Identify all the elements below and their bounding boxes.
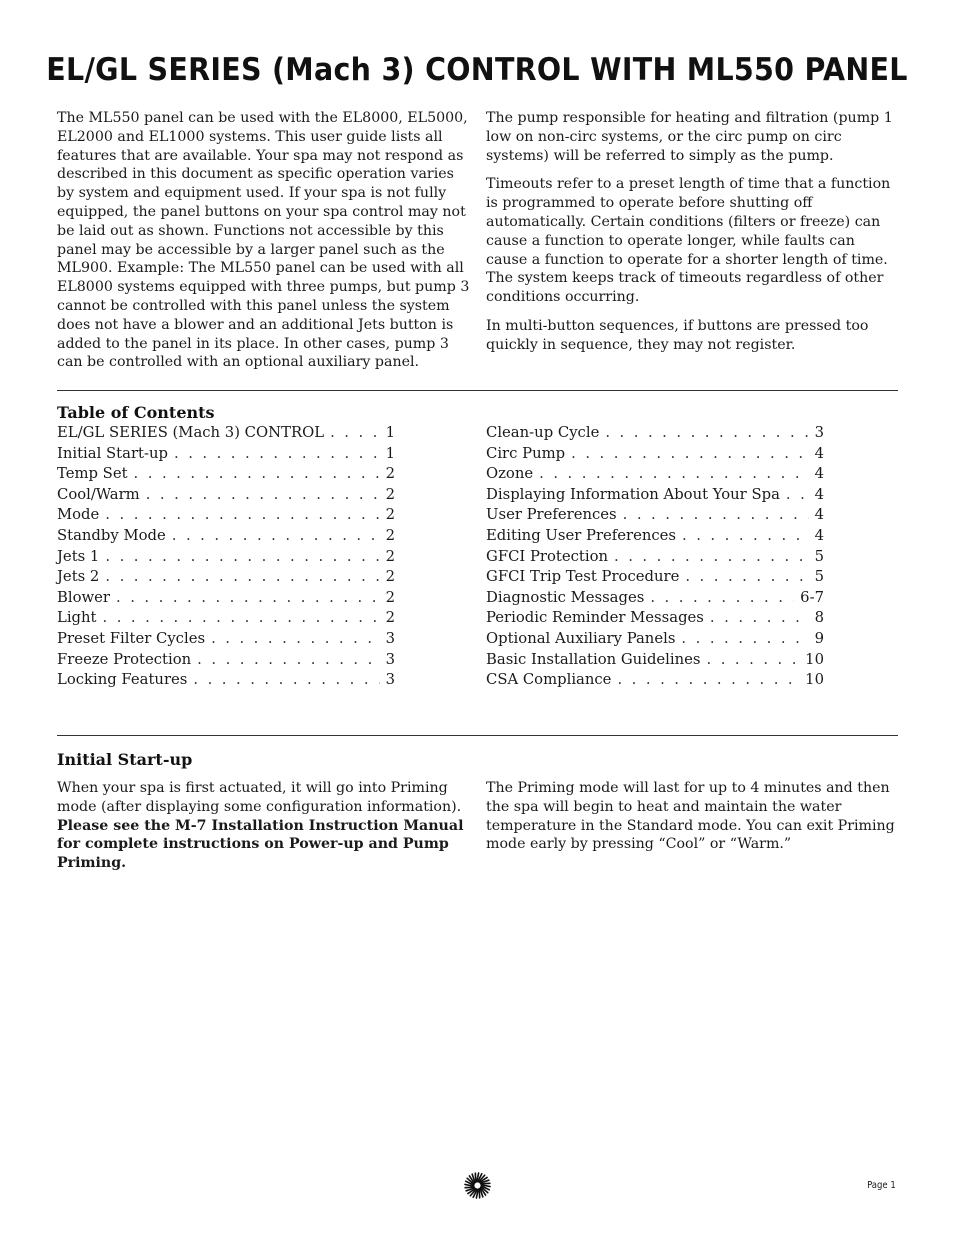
toc-entry-name: GFCI Protection xyxy=(486,547,609,565)
toc-entry[interactable] xyxy=(486,629,824,650)
section-divider xyxy=(57,390,898,391)
toc-leader-dots xyxy=(707,650,800,671)
toc-leader-dots xyxy=(197,650,379,671)
toc-entry-page: 3 xyxy=(385,671,395,689)
toc-leader-dots xyxy=(174,444,380,465)
toc-entry-page: 4 xyxy=(814,485,824,503)
toc-entry[interactable] xyxy=(57,423,395,444)
toc-leader-dots xyxy=(571,444,808,465)
toc-leader-dots xyxy=(682,526,809,547)
starburst-logo-icon xyxy=(464,1172,491,1199)
toc-entry-name: Jets 2 xyxy=(57,568,100,586)
intro-paragraph: The ML550 panel can be used with the EL8000, EL5000, EL2000 and EL1000 systems. This user guide lists all features that are available. Your spa may not respond as described in this document as specific operation varies by system and equipment used. If your spa is not fully equipped, the panel buttons on your spa control may not be laid out as shown. Functions not accessible by this panel may be accessible by a larger panel such as the ML900. Example: The ML550 panel can be used with all EL8000 systems equipped with three pumps, but pump 3 cannot be controlled with this panel unless the system does not have a blower and an additional Jets button is added to the panel in its place. In other cases, pump 3 can be controlled with an optional auxiliary panel. xyxy=(57,110,470,371)
toc-leader-dots xyxy=(617,670,799,691)
toc-leader-dots xyxy=(685,567,808,588)
toc-entry-name: Preset Filter Cycles xyxy=(57,629,206,647)
toc-entry[interactable] xyxy=(486,650,824,671)
toc-leader-dots xyxy=(116,588,380,609)
toc-leader-dots xyxy=(330,423,380,444)
toc-entry-page: 3 xyxy=(385,650,395,668)
toc-entry[interactable] xyxy=(57,526,395,547)
toc-entry-name: Temp Set xyxy=(57,465,128,483)
section-divider xyxy=(57,735,898,736)
toc-leader-dots xyxy=(146,485,380,506)
toc-entry[interactable] xyxy=(57,650,395,671)
toc-entry-name: Mode xyxy=(57,506,100,524)
toc-entry-name: Locking Features xyxy=(57,671,188,689)
toc-entry[interactable] xyxy=(486,444,824,465)
toc-leader-dots xyxy=(681,629,808,650)
toc-entry-name: Cool/Warm xyxy=(57,485,140,503)
toc-entry-name: Diagnostic Messages xyxy=(486,588,645,606)
toc-entry-page: 10 xyxy=(805,650,824,668)
toc-entry-page: 9 xyxy=(814,629,824,647)
toc-entry[interactable] xyxy=(57,444,395,465)
toc-entry-page: 10 xyxy=(805,671,824,689)
toc-entry-page: 2 xyxy=(385,465,395,483)
toc-leader-dots xyxy=(786,485,809,506)
toc-leader-dots xyxy=(105,547,379,568)
toc-entry[interactable] xyxy=(486,608,824,629)
startup-text: The Priming mode will last for up to 4 minutes and then the spa will begin to heat and maintain the water temperature in the Standard mode. You can exit Priming mode early by pressing “Cool” or “Warm.” xyxy=(486,780,895,853)
page-title: EL/GL SERIES (Mach 3) CONTROL WITH ML550 PANEL xyxy=(46,52,908,88)
toc-entry-page: 5 xyxy=(814,547,824,565)
toc-entry-name: Optional Auxiliary Panels xyxy=(486,629,676,647)
toc-entry[interactable] xyxy=(57,485,395,506)
toc-entry-page: 4 xyxy=(814,506,824,524)
toc-entry-name: Clean-up Cycle xyxy=(486,424,600,441)
toc-entry-page: 2 xyxy=(385,609,395,627)
toc-entry[interactable] xyxy=(486,670,824,691)
toc-entry-page: 1 xyxy=(385,424,395,441)
toc-entry[interactable] xyxy=(486,485,824,506)
startup-bold-note: Please see the M-7 Installation Instruction Manual for complete instructions on Power-up and Pump Priming. xyxy=(57,817,464,872)
toc-leader-dots xyxy=(193,670,379,691)
toc-entry-page: 4 xyxy=(814,465,824,483)
intro-left-column xyxy=(57,109,471,382)
toc-leader-dots xyxy=(623,505,809,526)
toc-leader-dots xyxy=(172,526,380,547)
toc-entry-name: CSA Compliance xyxy=(486,671,612,689)
toc-leader-dots xyxy=(710,608,809,629)
toc-entry-page: 3 xyxy=(814,424,824,441)
toc-entry-page: 2 xyxy=(385,568,395,586)
toc-entry-page: 2 xyxy=(385,588,395,606)
toc-entry-name: Blower xyxy=(57,588,111,606)
toc-entry-name: Initial Start-up xyxy=(57,444,168,462)
toc-entry-name: Ozone xyxy=(486,465,534,483)
toc-entry-page: 6-7 xyxy=(800,588,824,606)
toc-entry[interactable] xyxy=(57,505,395,526)
toc-entry[interactable] xyxy=(57,588,395,609)
toc-entry[interactable] xyxy=(57,464,395,485)
intro-paragraph: The pump responsible for heating and filtration (pump 1 low on non-circ systems, or the circ pump on circ systems) will be referred to simply as the pump. xyxy=(486,110,893,164)
toc-entry[interactable] xyxy=(57,670,395,691)
intro-right-column xyxy=(486,109,896,365)
toc-entry-name: Displaying Information About Your Spa xyxy=(486,485,780,503)
toc-entry-page: 2 xyxy=(385,547,395,565)
toc-entry-name: Circ Pump xyxy=(486,444,566,462)
toc-entry[interactable] xyxy=(486,567,824,588)
toc-leader-dots xyxy=(103,608,380,629)
toc-leader-dots xyxy=(614,547,809,568)
toc-entry-name: Jets 1 xyxy=(57,547,100,565)
toc-entry-page: 2 xyxy=(385,506,395,524)
toc-entry[interactable] xyxy=(57,567,395,588)
toc-entry-name: Freeze Protection xyxy=(57,650,192,668)
toc-entry-name: Editing User Preferences xyxy=(486,526,677,544)
toc-right-column xyxy=(486,423,824,691)
toc-heading: Table of Contents xyxy=(57,403,215,422)
toc-entry-name: EL/GL SERIES (Mach 3) CONTROL xyxy=(57,424,325,441)
startup-left-column xyxy=(57,779,467,873)
toc-entry[interactable] xyxy=(57,547,395,568)
toc-entry-page: 3 xyxy=(385,629,395,647)
toc-entry-page: 4 xyxy=(814,444,824,462)
toc-entry-page: 1 xyxy=(385,444,395,462)
toc-entry-name: User Preferences xyxy=(486,506,617,524)
toc-entry[interactable] xyxy=(486,588,824,609)
toc-entry-page: 4 xyxy=(814,526,824,544)
page-number: Page 1 xyxy=(867,1180,896,1191)
intro-paragraph: Timeouts refer to a preset length of time that a function is programmed to operate before shutting off automatically. Certain conditions (filters or freeze) can cause a function to operate longer, while faults can cause a function to operate for a shorter length of time. The system keeps track of timeouts regardless of other conditions occurring. xyxy=(486,176,891,306)
toc-leader-dots xyxy=(105,505,379,526)
toc-entry[interactable] xyxy=(486,547,824,568)
toc-entry-name: GFCI Trip Test Procedure xyxy=(486,568,680,586)
toc-entry[interactable] xyxy=(57,629,395,650)
toc-entry-name: Basic Installation Guidelines xyxy=(486,650,701,668)
toc-leader-dots xyxy=(539,464,808,485)
toc-entry-page: 8 xyxy=(814,609,824,627)
toc-entry[interactable] xyxy=(486,526,824,547)
toc-entry[interactable] xyxy=(486,464,824,485)
toc-entry-name: Light xyxy=(57,609,97,627)
startup-right-column xyxy=(486,779,896,854)
toc-entry-page: 5 xyxy=(814,568,824,586)
toc-leader-dots xyxy=(650,588,794,609)
toc-entry-page: 2 xyxy=(385,526,395,544)
toc-entry[interactable] xyxy=(486,423,824,444)
toc-entry[interactable] xyxy=(57,608,395,629)
toc-entry[interactable] xyxy=(486,505,824,526)
toc-left-column xyxy=(57,423,395,691)
toc-entry-name: Standby Mode xyxy=(57,526,166,544)
startup-heading: Initial Start-up xyxy=(57,750,193,769)
toc-entry-name: Periodic Reminder Messages xyxy=(486,609,704,627)
toc-leader-dots xyxy=(211,629,380,650)
intro-paragraph: In multi-button sequences, if buttons are pressed too quickly in sequence, they may not register. xyxy=(486,317,869,353)
toc-leader-dots xyxy=(605,423,808,444)
startup-text: When your spa is first actuated, it will go into Priming mode (after displaying some configuration information). xyxy=(57,780,462,815)
toc-leader-dots xyxy=(134,464,380,485)
toc-leader-dots xyxy=(105,567,379,588)
toc-entry-page: 2 xyxy=(385,485,395,503)
